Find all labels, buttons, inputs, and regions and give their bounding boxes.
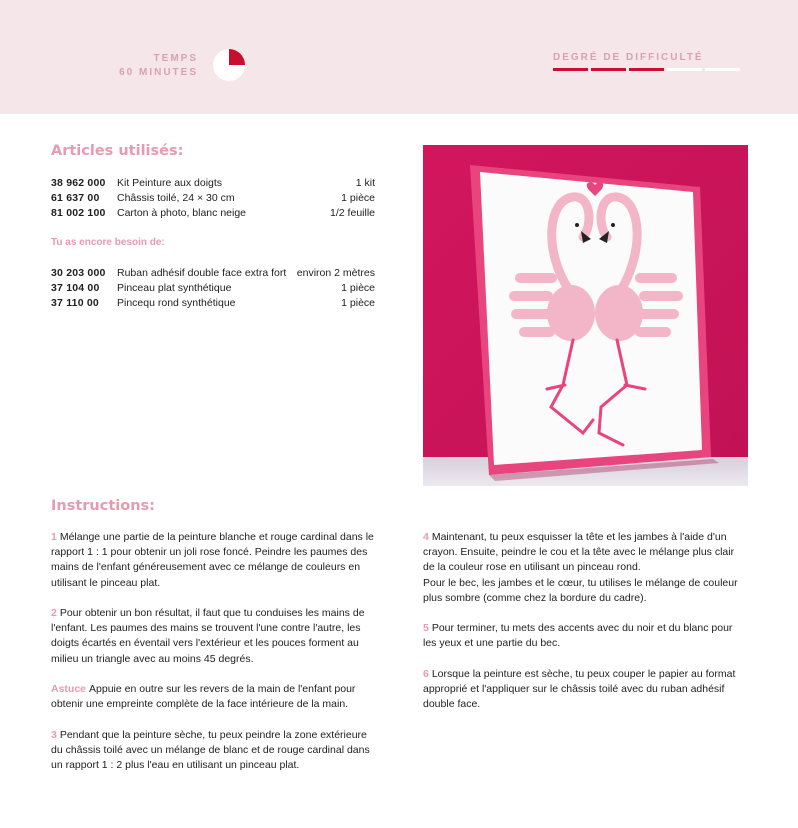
difficulty-segment (629, 68, 664, 71)
step-text: Pendant que la peinture sèche, tu peux peindre la zone extérieure du châssis toilé avec un mélange de blanc et de rouge cardinal dans un rapport 1 : 2 plus l'eau en utilisant un pinceau plat. (51, 728, 370, 771)
step-number: 1 (51, 531, 57, 543)
difficulty-segment (591, 68, 626, 71)
article-row (51, 206, 375, 221)
article-row (51, 191, 375, 206)
article-name: Carton à photo, blanc neige (117, 207, 247, 219)
tip-paragraph (51, 682, 381, 712)
time-label-text: TEMPS (153, 53, 198, 64)
article-code: 61 637 00 (51, 192, 100, 204)
step-text: Mélange une partie de la peinture blanche et rouge cardinal dans le rapport 1 : 1 pour obtenir un joli rose foncé. Peindre les paumes des mains de l'enfant généreusement avec ce mélange de couleurs en utilisant le pinceau plat. (51, 531, 374, 589)
article-name: Pincequ rond synthétique (117, 297, 236, 309)
step-text: Pour terminer, tu mets des accents avec du noir et du blanc pour les yeux et une partie du bec. (423, 622, 733, 650)
article-name: Ruban adhésif double face extra fort (117, 267, 287, 279)
step-number: 6 (423, 667, 429, 680)
flamingo-canvas-photo (423, 145, 748, 486)
articles-title: Articles utilisés: (51, 143, 184, 159)
instruction-step (51, 606, 381, 667)
article-qty: 1 pièce (341, 192, 375, 204)
difficulty-meter (553, 68, 740, 71)
article-name: Pinceau plat synthétique (117, 282, 232, 294)
article-qty: 1 pièce (341, 282, 375, 294)
additional-articles-list (51, 266, 375, 311)
additional-needs-heading: Tu as encore besoin de: (51, 237, 165, 248)
difficulty-segment (705, 68, 740, 71)
step-number: 2 (51, 607, 57, 619)
time-label (119, 52, 198, 80)
header-band (0, 0, 798, 114)
step-text-continued: Pour le bec, les jambes et le cœur, tu utilises le mélange de couleur plus sombre (comme chez la bordure du cadre). (423, 576, 738, 604)
instructions-title: Instructions: (51, 498, 155, 514)
article-code: 37 104 00 (51, 282, 100, 294)
tip-text: Appuie en outre sur les revers de la main de l'enfant pour obtenir une empreinte complète de la face intérieure de la main. (51, 683, 356, 711)
article-qty: 1 kit (355, 177, 375, 189)
article-qty: environ 2 mètres (296, 267, 375, 279)
step-text: Maintenant, tu peux esquisser la tête et les jambes à l'aide d'un crayon. Ensuite, peindre le cou et la tête avec le mélange plus clair de la couleur rose en utilisant un pinceau rond. (423, 531, 735, 574)
timer-icon (212, 48, 246, 82)
instruction-step (51, 530, 381, 591)
article-code: 37 110 00 (51, 297, 99, 309)
article-code: 81 002 100 (51, 207, 106, 219)
article-qty: 1/2 feuille (330, 207, 375, 219)
tip-label: Astuce (51, 683, 87, 695)
instructions-column-left (51, 530, 381, 788)
instruction-step (423, 621, 745, 651)
step-text: Pour obtenir un bon résultat, il faut que tu conduises les mains de l'enfant. Les paumes des mains se trouvent l'une contre l'autre, les doigts écartés en éventail vers l'extérieur et les pouces forment au milieu un triangle avec au moins 45 degrés. (51, 607, 365, 665)
article-name: Châssis toilé, 24 × 30 cm (117, 192, 235, 204)
instruction-step (51, 728, 381, 774)
difficulty-segment (553, 68, 588, 71)
instruction-step (423, 667, 745, 713)
article-code: 30 203 000 (51, 267, 106, 279)
step-number: 4 (423, 531, 429, 543)
step-number: 3 (51, 728, 57, 741)
instructions-column-right (423, 530, 745, 728)
step-text: Lorsque la peinture est sèche, tu peux couper le papier au format approprié et l'appliquer sur le châssis toilé avec du ruban adhésif double face. (423, 667, 736, 711)
difficulty-label: DEGRÉ DE DIFFICULTÉ (553, 52, 704, 63)
step-number: 5 (423, 622, 429, 635)
article-row (51, 296, 375, 311)
article-row (51, 266, 375, 281)
article-row (51, 176, 375, 191)
article-name: Kit Peinture aux doigts (117, 177, 223, 189)
article-qty: 1 pièce (341, 297, 375, 309)
articles-list (51, 176, 375, 221)
instruction-step (423, 530, 745, 606)
difficulty-segment (667, 68, 702, 71)
time-value: 60 MINUTES (119, 67, 198, 78)
article-code: 38 962 000 (51, 177, 106, 189)
article-row (51, 281, 375, 296)
